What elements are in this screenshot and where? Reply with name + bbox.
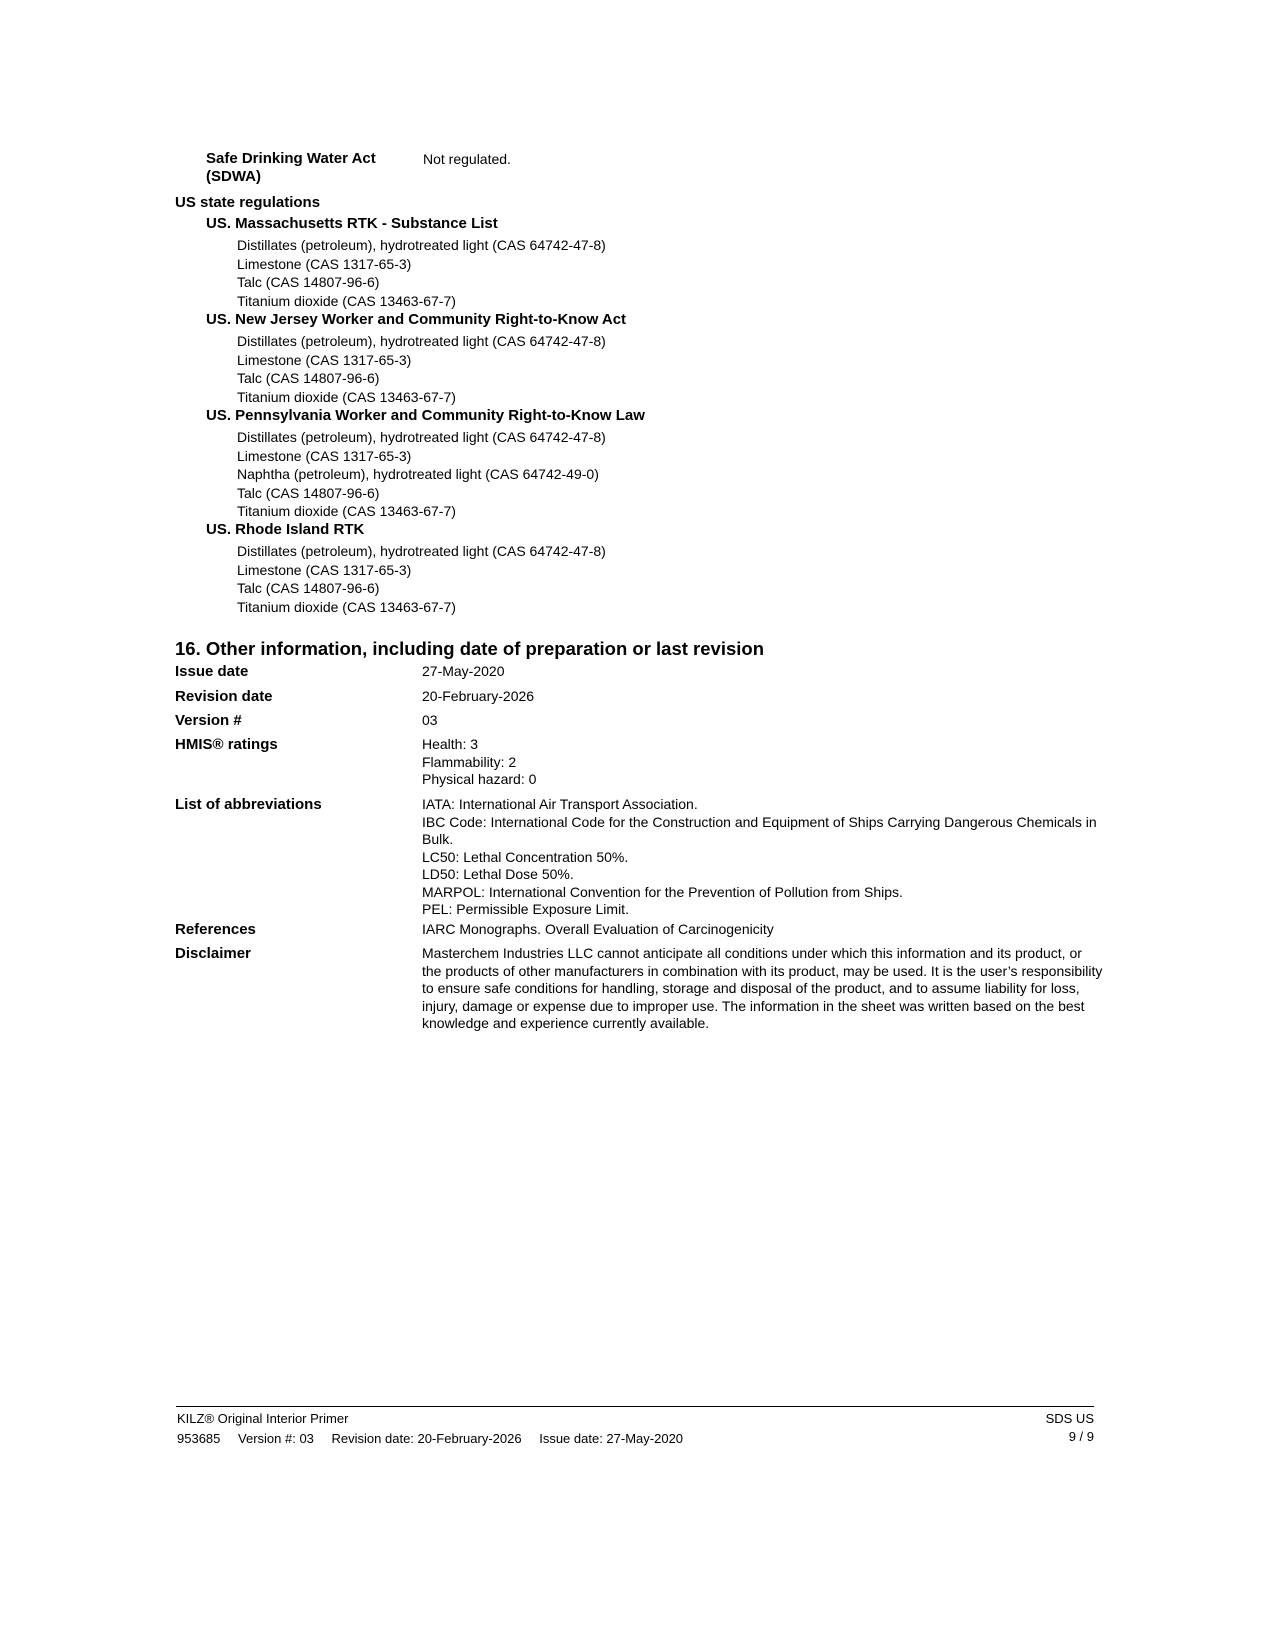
pennsylvania-rtk-list [206,407,645,521]
version-label: Version # [175,712,242,729]
hmis-ratings-label: HMIS® ratings [175,736,278,753]
hmis-flammability: Flammability: 2 [422,753,517,770]
abbreviation-item: PEL: Permissible Exposure Limit. [422,901,629,917]
list-item: Distillates (petroleum), hydrotreated light (CAS 64742-47-8) [237,237,606,253]
footer-meta [177,1431,697,1447]
sdwa-label: Safe Drinking Water Act (SDWA) [206,150,376,185]
footer-divider [176,1406,1094,1407]
rhode-island-rtk-list [206,521,606,616]
hmis-physical-hazard: Physical hazard: 0 [422,771,537,787]
list-item: Titanium dioxide (CAS 13463-67-7) [237,292,456,309]
disclaimer-label: Disclaimer [175,945,251,962]
list-item: Talc (CAS 14807-96-6) [237,580,380,596]
issue-date-label: Issue date [175,663,249,680]
footer-version: Version #: 03 [238,1431,314,1446]
abbreviation-item: IATA: International Air Transport Association. [422,796,698,812]
subsection-title: US. Massachusetts RTK - Substance List [206,215,498,232]
abbreviations-values [422,796,1105,919]
state-regulations-heading: US state regulations [175,194,321,211]
massachusetts-rtk-list [206,215,606,310]
version-value: 03 [422,712,438,728]
list-item: Titanium dioxide (CAS 13463-67-7) [237,503,456,519]
footer-sds-label: SDS US [1045,1411,1094,1426]
references-label: References [175,921,256,938]
subsection-title: US. Pennsylvania Worker and Community Right-to-Know Law [206,407,645,424]
list-item: Talc (CAS 14807-96-6) [237,484,380,501]
subsection-title: US. New Jersey Worker and Community Right-to-Know Act [206,311,627,328]
footer-doc-number: 953685 [177,1431,221,1446]
subsection-title: US. Rhode Island RTK [206,521,365,538]
list-item: Titanium dioxide (CAS 13463-67-7) [237,598,456,615]
list-item: Naphtha (petroleum), hydrotreated light (CAS 64742-49-0) [237,466,599,482]
list-item: Limestone (CAS 1317-65-3) [237,255,412,272]
abbreviation-item: MARPOL: International Convention for the Prevention of Pollution from Ships. [422,883,903,900]
list-item: Titanium dioxide (CAS 13463-67-7) [237,388,456,405]
sdwa-value: Not regulated. [423,151,511,167]
footer-issue-date: Issue date: 27-May-2020 [539,1431,684,1446]
issue-date-value: 27-May-2020 [422,663,505,679]
abbreviation-item: LD50: Lethal Dose 50%. [422,866,574,882]
hmis-ratings-values [422,736,1105,789]
footer-page-number: 9 / 9 [1068,1429,1094,1444]
list-item: Talc (CAS 14807-96-6) [237,274,380,290]
list-item: Distillates (petroleum), hydrotreated light (CAS 64742-47-8) [237,429,606,445]
abbreviation-item: IBC Code: International Code for the Construction and Equipment of Ships Carrying Dangerous Chemicals in Bulk. [422,813,1097,847]
list-item: Limestone (CAS 1317-65-3) [237,447,412,464]
references-value: IARC Monographs. Overall Evaluation of Carcinogenicity [422,921,774,937]
section-16-title: 16. Other information, including date of preparation or last revision [175,638,765,659]
disclaimer-value: Masterchem Industries LLC cannot anticipate all conditions under which this information and its product, or the products of other manufacturers in combination with its product, may be used. It is the user’s responsibility to ensure safe conditions for handling, storage and disposal of the product, and to assume liability for loss, injury, damage or expense due to improper use. The information in the sheet was written based on the best knowledge and experience currently available. [422,945,1103,1031]
hmis-health: Health: 3 [422,736,479,752]
list-item: Talc (CAS 14807-96-6) [237,370,380,386]
revision-date-label: Revision date [175,688,273,705]
list-item: Distillates (petroleum), hydrotreated light (CAS 64742-47-8) [237,543,606,559]
list-item: Limestone (CAS 1317-65-3) [237,561,412,578]
abbreviations-label: List of abbreviations [175,796,322,813]
list-item: Limestone (CAS 1317-65-3) [237,351,412,368]
revision-date-value: 20-February-2026 [422,688,535,704]
list-item: Distillates (petroleum), hydrotreated light (CAS 64742-47-8) [237,333,606,349]
new-jersey-rtk-list [206,311,626,406]
abbreviation-item: LC50: Lethal Concentration 50%. [422,848,629,865]
footer-product-name: KILZ® Original Interior Primer [177,1411,349,1426]
footer-revision-date: Revision date: 20-February-2026 [331,1431,522,1446]
